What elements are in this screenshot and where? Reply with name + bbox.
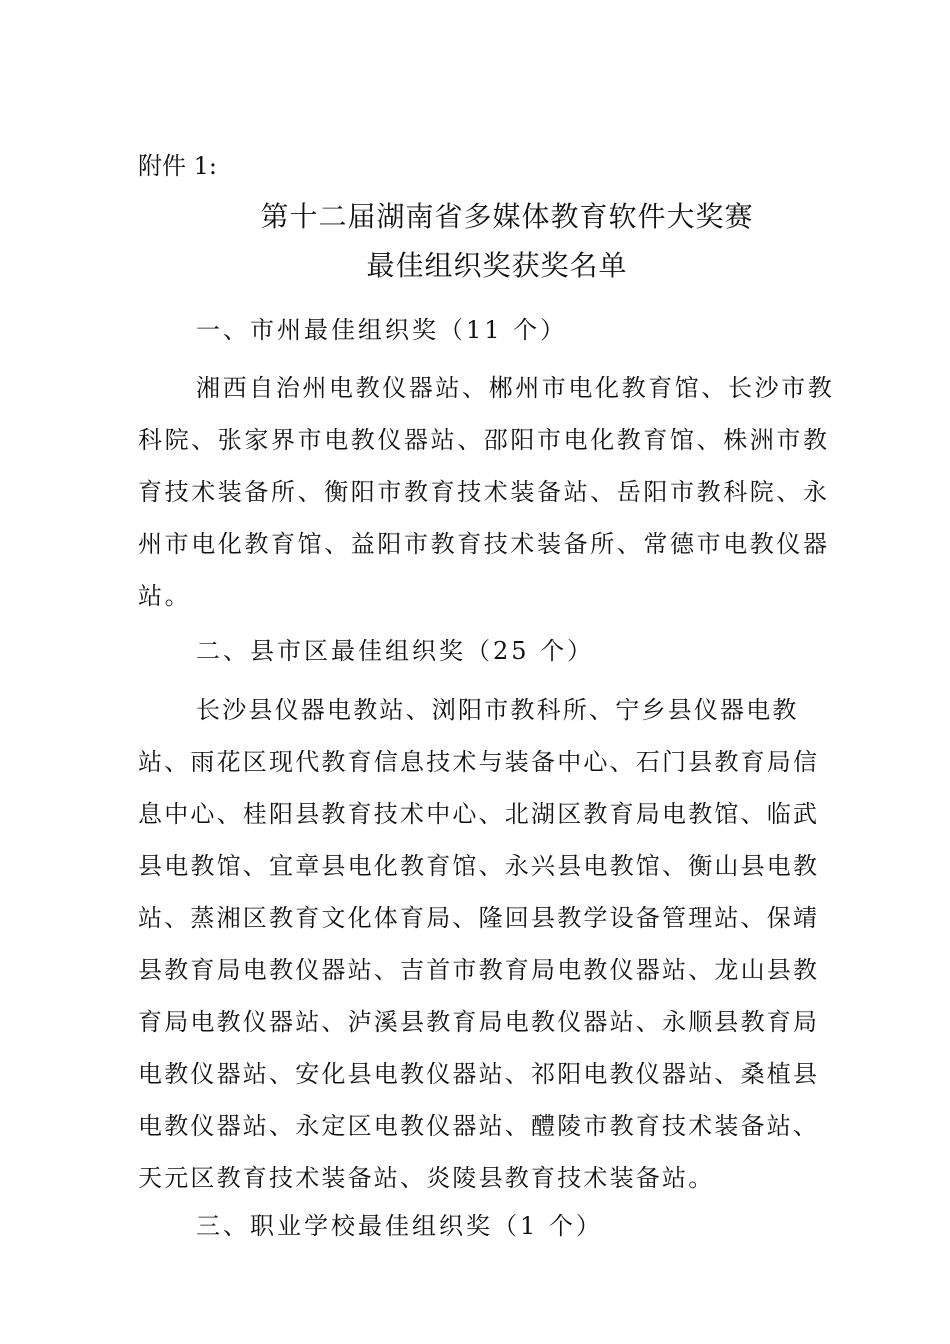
- section-2-body: 长沙县仪器电教站、浏阳市教科所、宁乡县仪器电教站、雨花区现代教育信息技术与装备中心、石门县教育局信息中心、桂阳县教育技术中心、北湖区教育局电教馆、临武县电教馆、宜章县电化教育馆、永兴县电教馆、衡山县电教站、蒸湘区教育文化体育局、隆回县教学设备管理站、保靖县教育局电教仪器站、吉首市教育局电教仪器站、龙山县教育局电教仪器站、泸溪县教育局电教仪器站、永顺县教育局电教仪器站、安化县电教仪器站、祁阳电教仪器站、桑植县电教仪器站、永定区电教仪器站、醴陵市教育技术装备站、天元区教育技术装备站、炎陵县教育技术装备站。: [138, 696, 820, 1192]
- document-title-line2: 最佳组织奖获奖名单: [366, 249, 628, 282]
- section-3-heading: 三、职业学校最佳组织奖（1 个）: [196, 1212, 603, 1240]
- section-1-body: 湘西自治州电教仪器站、郴州市电化教育馆、长沙市教科院、张家界市电教仪器站、邵阳市电化教育馆、株洲市教育技术装备所、衡阳市教育技术装备站、岳阳市教科院、永州市电化教育馆、益阳市教育技术装备所、常德市电教仪器站。: [138, 374, 835, 610]
- section-2-heading: 二、县市区最佳组织奖（25 个）: [196, 637, 595, 665]
- section-1-heading: 一、市州最佳组织奖（11 个）: [196, 316, 568, 344]
- document-title-line1: 第十二届湖南省多媒体教育软件大奖赛: [260, 200, 754, 233]
- attachment-label: 附件 1:: [138, 152, 217, 180]
